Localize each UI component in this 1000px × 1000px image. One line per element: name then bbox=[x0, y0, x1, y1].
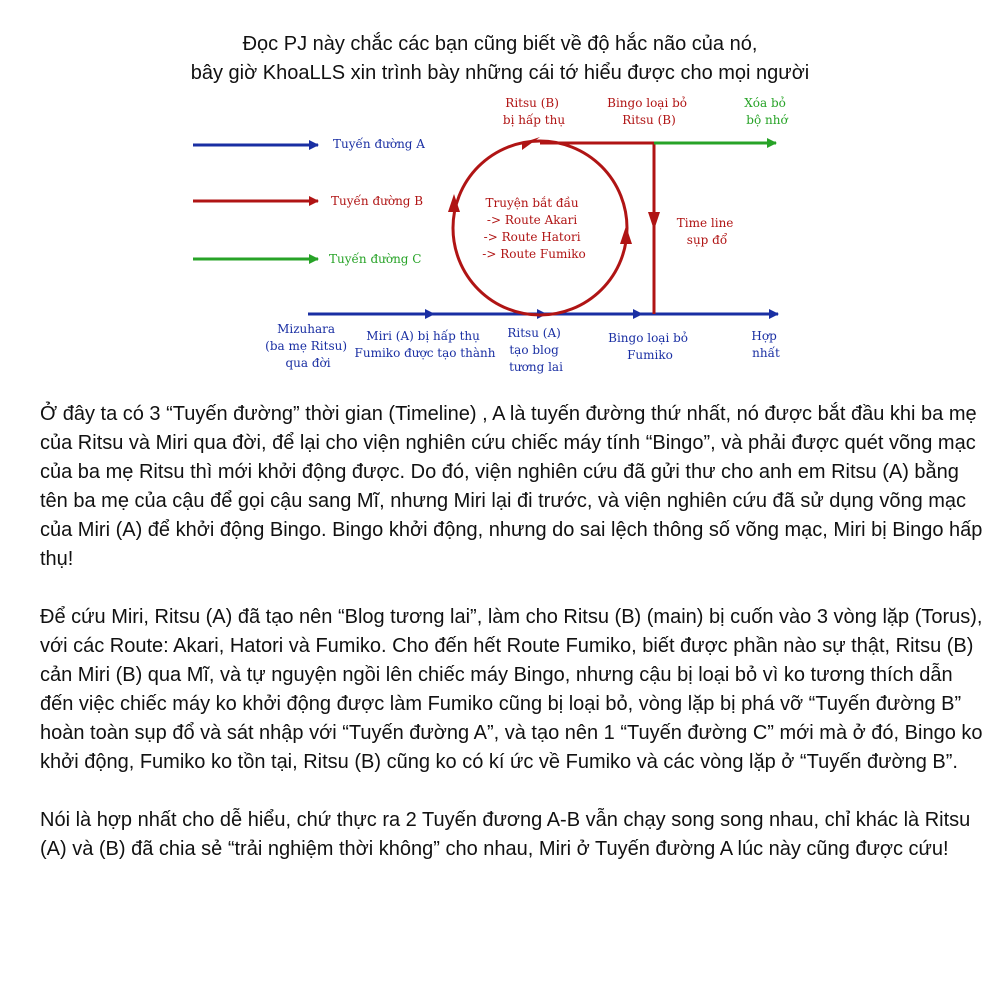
legend-label-b: Tuyến đường B bbox=[331, 194, 424, 208]
ritsu-b-absorbed-label: Ritsu (B) bị hấp thụ bbox=[502, 96, 566, 127]
timeline-diagram bbox=[0, 90, 1000, 390]
bingo-removes-ritsu-label: Bingo loại bỏ Ritsu (B) bbox=[607, 96, 688, 127]
memory-erased-label: Xóa bỏ bộ nhớ bbox=[744, 96, 788, 127]
loop-label-line-3: -> Route Hatori bbox=[483, 230, 581, 244]
loop-circle bbox=[453, 141, 627, 315]
loop-label-line-1: Truyện bắt đầu bbox=[485, 196, 579, 210]
loop-arrow-top bbox=[522, 137, 540, 150]
bingo-removes-fumiko-label: Bingo loại bỏ Fumiko bbox=[608, 331, 689, 362]
loop-label-line-2: -> Route Akari bbox=[486, 213, 578, 227]
timeline-collapse-label: Time line sụp đổ bbox=[676, 216, 734, 247]
header-line-1: Đọc PJ này chắc các bạn cũng biết về độ hắc não của nó, bbox=[242, 33, 758, 55]
header bbox=[0, 30, 1000, 88]
paragraph-2: Để cứu Miri, Ritsu (A) đã tạo nên “Blog tương lai”, làm cho Ritsu (B) (main) bị cuốn vào 3 vòng lặp (Torus), với các Route: Akari, Hatori và Fumiko. Cho đến hết Route Fumiko, biết được phần nào sự thật, Ritsu (B) cản Miri (B) qua Mĩ, và tự nguyện ngồi lên chiếc máy Bingo, nhưng cậu bị loại bỏ vì ko tương thích dẫn đến việc chiếc máy ko khởi động được làm Fumiko cũng bị loại bỏ, vòng lặp bị phá vỡ “Tuyến đường B” hoàn toàn sụp đổ và sát nhập với “Tuyến đường A”, và tạo nên 1 “Tuyến đường C” mới mà ở đó, Bingo ko khởi động, Fumiko ko tồn tại, Ritsu (B) cũng ko có kí ức về Fumiko và các vòng lặp ở “Tuyến đường B”. bbox=[40, 606, 983, 773]
legend-label-a: Tuyến đường A bbox=[333, 137, 425, 151]
parents-died-label: Mizuhara (ba mẹ Ritsu) qua đời bbox=[265, 322, 348, 370]
timeline-b-collapse-arrow bbox=[648, 212, 660, 230]
header-line-2: bây giờ KhoaLLS xin trình bày những cái tớ hiểu được cho mọi người bbox=[190, 62, 810, 84]
paragraph-3: Nói là hợp nhất cho dễ hiểu, chứ thực ra 2 Tuyến đương A-B vẫn chạy song song nhau, chỉ khác là Ritsu (A) và (B) đã chia sẻ “trải nghiệm thời không” cho nhau, Miri ở Tuyến đường A lúc này cũng được cứu! bbox=[40, 809, 971, 860]
loop-label-line-4: -> Route Fumiko bbox=[482, 247, 586, 261]
loop-label bbox=[482, 195, 585, 261]
legend-label-c: Tuyến đường C bbox=[329, 252, 422, 266]
explanation-text bbox=[40, 400, 985, 893]
future-blog-label: Ritsu (A) tạo blog tương lai bbox=[507, 326, 563, 374]
paragraph-1: Ở đây ta có 3 “Tuyến đường” thời gian (Timeline) , A là tuyến đường thứ nhất, nó được bắt đầu khi ba mẹ của Ritsu và Miri qua đời, để lại cho viện nghiên cứu chiếc máy tính “Bingo”, và phải được quét võng mạc của ba mẹ Ritsu thì mới khởi động được. Do đó, viện nghiên cứu đã gửi thư cho anh em Ritsu (A) bằng tên ba mẹ của cậu để gọi cậu sang Mĩ, nhưng Miri lại đi trước, và viện nghiên cứu đã sử dụng võng mạc của Miri (A) để khởi động Bingo. Bingo khởi động, nhưng do sai lệch thông số võng mạc, Miri bị Bingo hấp thụ! bbox=[40, 403, 983, 570]
loop-arrow-right bbox=[620, 226, 632, 244]
merged-label: Hợp nhất bbox=[751, 329, 780, 360]
miri-absorbed-label: Miri (A) bị hấp thụ Fumiko được tạo thành bbox=[354, 329, 496, 360]
